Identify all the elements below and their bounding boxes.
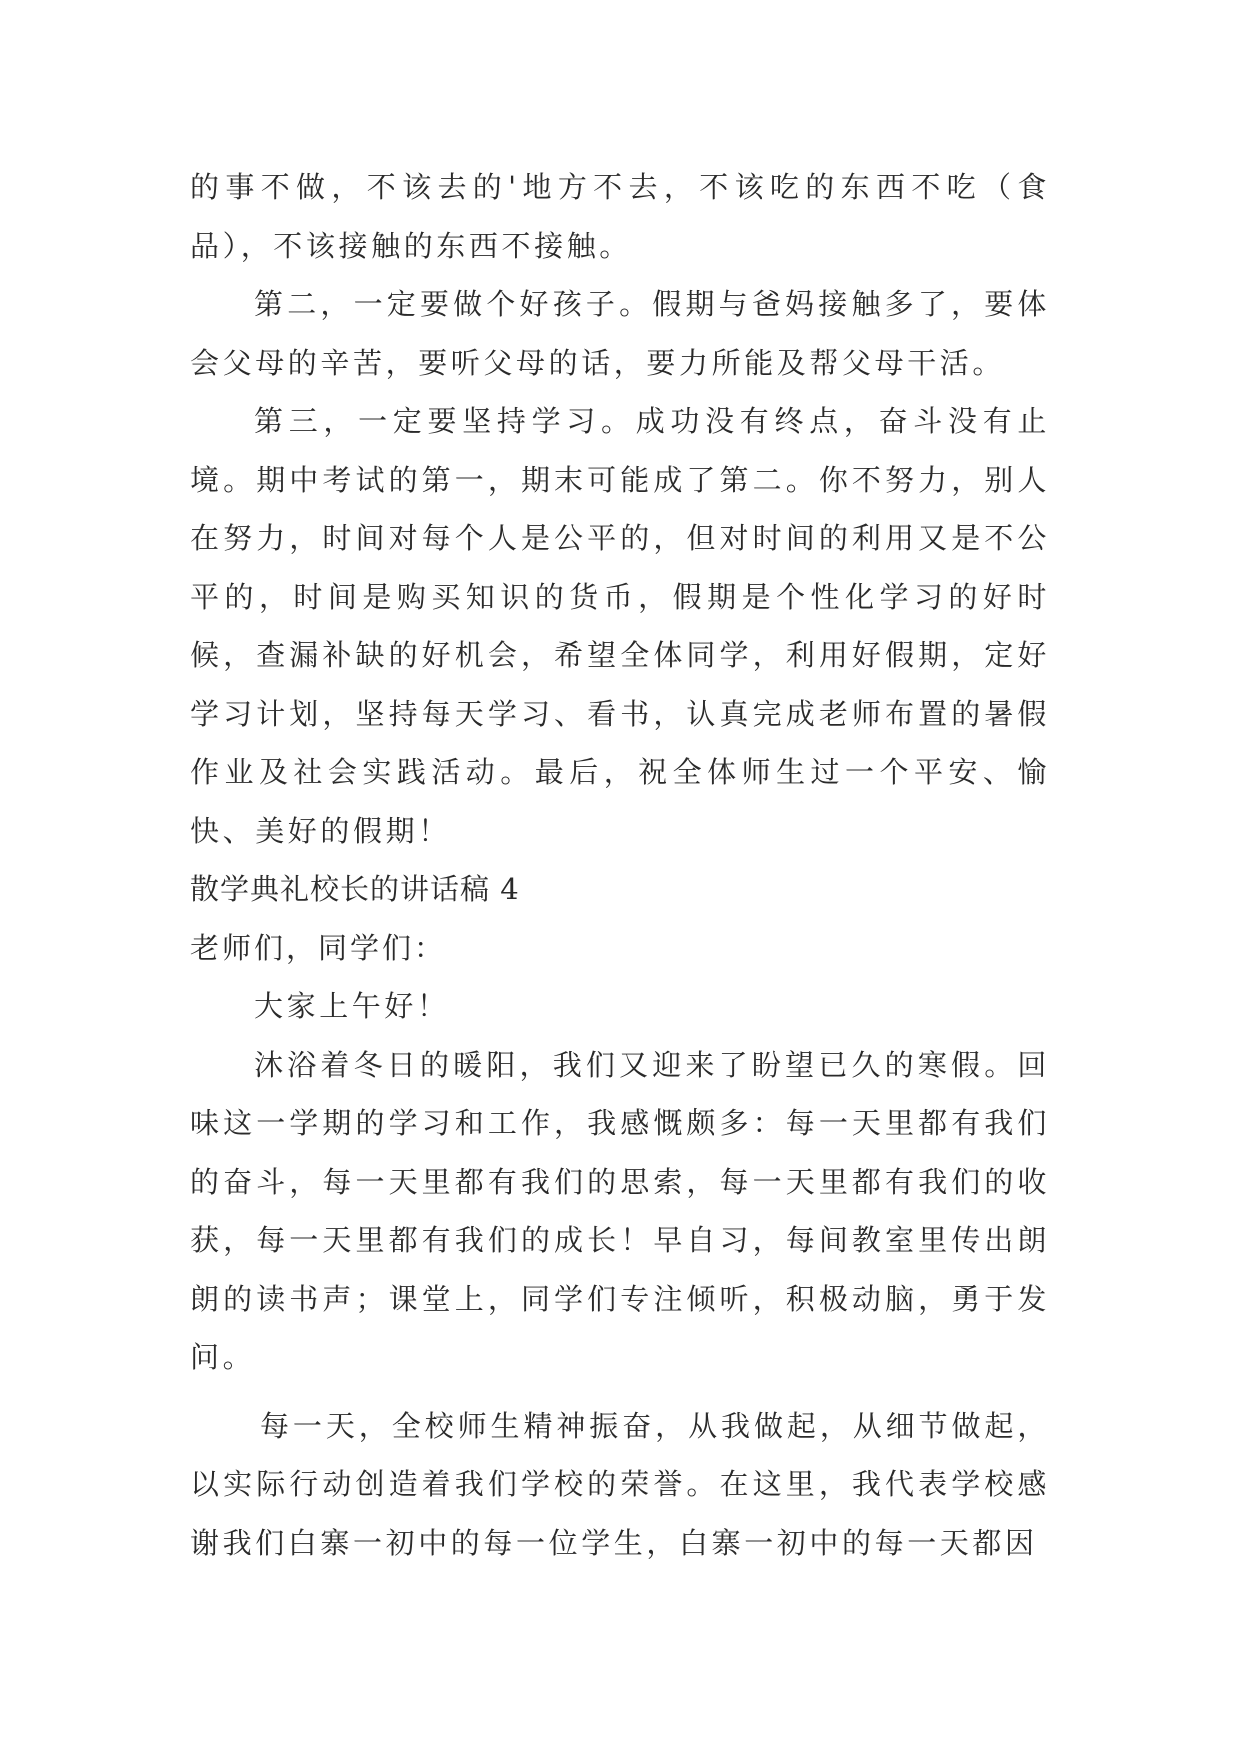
paragraph-body-2: 每一天，全校师生精神振奋，从我做起，从细节做起，以实际行动创造着我们学校的荣誉。在这里，我代表学校感谢我们白寨一初中的每一位学生，白寨一初中的每一天都因 xyxy=(190,1408,1050,1560)
paragraph-continuation: 的事不做，不该去的'地方不去，不该吃的东西不吃（食品），不该接触的东西不接触。 xyxy=(190,170,1050,263)
section-title: 散学典礼校长的讲话稿 4 xyxy=(190,872,520,906)
paragraph-body-1: 沐浴着冬日的暖阳，我们又迎来了盼望已久的寒假。回味这一学期的学习和工作，我感慨颇多：每一天里都有我们的奋斗，每一天里都有我们的思索，每一天里都有我们的收获，每一天里都有我们的成长！早自习，每间教室里传出朗朗的读书声；课堂上，同学们专注倾听，积极动脑，勇于发问。 xyxy=(190,1047,1050,1374)
paragraph-point-three: 第三，一定要坚持学习。成功没有终点，奋斗没有止境。期中考试的第一，期末可能成了第二。你不努力，别人在努力，时间对每个人是公平的，但对时间的利用又是不公平的，时间是购买知识的货币，假期是个性化学习的好时候，查漏补缺的好机会，希望全体同学，利用好假期，定好学习计划，坚持每天学习、看书，认真完成老师布置的暑假作业及社会实践活动。最后，祝全体师生过一个平安、愉快、美好的假期！ xyxy=(190,404,1050,848)
document-body xyxy=(190,158,1050,1572)
salutation: 老师们，同学们： xyxy=(190,930,447,965)
greeting: 大家上午好！ xyxy=(254,989,450,1023)
paragraph-point-two: 第二，一定要做个好孩子。假期与爸妈接触多了，要体会父母的辛苦，要听父母的话，要力所能及帮父母干活。 xyxy=(190,287,1050,380)
